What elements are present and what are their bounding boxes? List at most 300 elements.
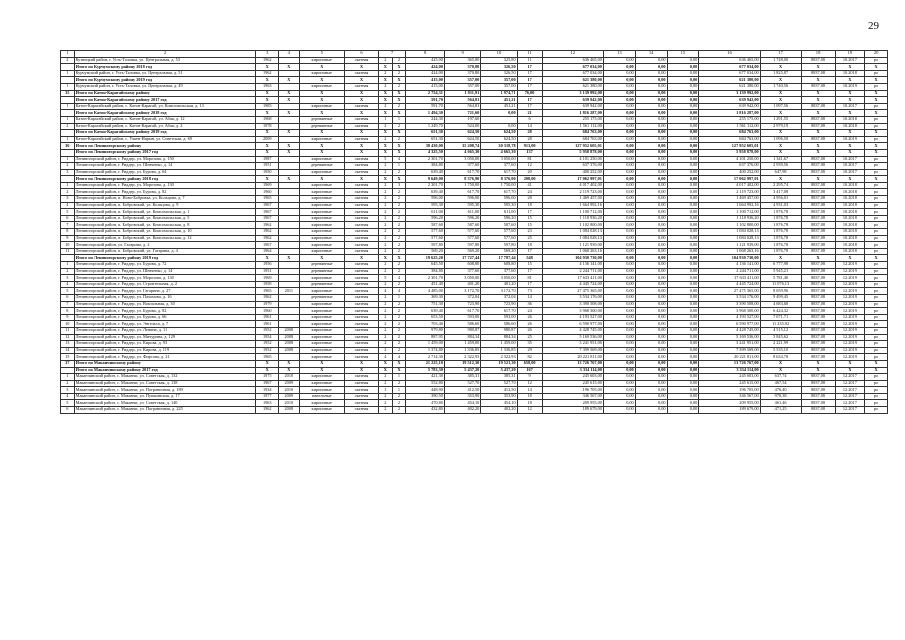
- address-cell: Лениногорский район, г. Риддер, ул. Ленина, д. 11: [74, 327, 256, 334]
- table-cell: Х: [379, 77, 393, 84]
- table-cell: 38 430,00: [406, 143, 445, 150]
- table-cell: 2008: [279, 407, 299, 414]
- table-cell: [61, 255, 75, 262]
- table-cell: 17 633 411,00: [542, 275, 603, 282]
- table-cell: 1 561 112,00: [699, 123, 760, 130]
- table-cell: 0,00: [603, 341, 635, 348]
- table-cell: 1969: [256, 275, 279, 282]
- table-cell: Х: [392, 110, 406, 117]
- table-cell: 4: [392, 354, 406, 361]
- table-cell: 1 102 800,00: [699, 222, 760, 229]
- table-cell: 7: [61, 301, 75, 308]
- table-cell: [279, 248, 299, 255]
- table-cell: Х: [865, 176, 888, 183]
- table-cell: 2 939,56: [760, 163, 801, 170]
- table-cell: 10.2018: [835, 189, 865, 196]
- table-cell: скатная: [344, 235, 378, 242]
- table-row: [61, 136, 888, 143]
- table-row: [61, 222, 888, 229]
- table-cell: 5: [379, 275, 393, 282]
- address-cell: Лениногорский район, г. Риддер, ул. Бурова, д. 72: [74, 262, 256, 269]
- table-cell: [481, 116, 517, 123]
- table-cell: кирпичные: [299, 327, 344, 334]
- table-cell: 3: [392, 182, 406, 189]
- table-cell: кирпичные: [299, 334, 344, 341]
- table-cell: 1967: [256, 242, 279, 249]
- table-cell: 8837,08: [801, 347, 835, 354]
- table-cell: 0,00: [667, 242, 699, 249]
- table-cell: 12.2019: [835, 341, 865, 348]
- table-cell: 0,00: [603, 380, 635, 387]
- table-cell: 384,80: [406, 163, 445, 170]
- table-cell: 0,00: [635, 314, 667, 321]
- table-cell: 2: [392, 407, 406, 414]
- table-cell: 12: [517, 380, 542, 387]
- table-cell: скатная: [344, 400, 378, 407]
- table-cell: 8837,08: [801, 136, 835, 143]
- table-cell: 12.2019: [835, 288, 865, 295]
- table-cell: Х: [299, 360, 344, 367]
- table-cell: Х: [344, 110, 378, 117]
- table-cell: [61, 77, 75, 84]
- table-cell: Х: [392, 143, 406, 150]
- table-cell: 9: [61, 235, 75, 242]
- table-cell: скатная: [344, 294, 378, 301]
- address-cell: Лениногорский район, г. Риддер, ул. Кирова, д. 93: [74, 341, 256, 348]
- table-cell: 2: [379, 215, 393, 222]
- table-cell: кирпичные: [299, 380, 344, 387]
- table-cell: 10.2018: [835, 235, 865, 242]
- table-cell: 18: [517, 242, 542, 249]
- table-cell: 1975: [256, 374, 279, 381]
- table-cell: 1 664 992,16: [542, 202, 603, 209]
- table-cell: панельные: [299, 393, 344, 400]
- table-cell: 0,00: [667, 90, 699, 97]
- table-cell: 245 615,00: [699, 380, 760, 387]
- table-cell: 27 475 365,00: [699, 288, 760, 295]
- table-cell: 0,00: [603, 334, 635, 341]
- table-cell: 5 535,10: [760, 347, 801, 354]
- column-number-cell: 14: [635, 51, 667, 58]
- table-cell: 0,00: [667, 209, 699, 216]
- table-cell: скатная: [344, 156, 378, 163]
- table-cell: ро: [865, 400, 888, 407]
- table-cell: 17 727,44: [444, 255, 480, 262]
- table-cell: 4: [61, 393, 75, 400]
- address-cell: Лениногорский район, г. Риддер, ул. Мичурина, д. 129: [74, 334, 256, 341]
- table-cell: 8837,08: [801, 189, 835, 196]
- table-cell: скатная: [344, 189, 378, 196]
- table-cell: 421,30: [406, 374, 445, 381]
- address-cell: Лениногорский район, г. Риддер, ул. Кирова, д. 119: [74, 347, 256, 354]
- table-cell: 1 100 712,00: [699, 209, 760, 216]
- table-cell: 2: [379, 407, 393, 414]
- table-cell: 0,00: [667, 268, 699, 275]
- table-cell: 17 062 997,01: [699, 176, 760, 183]
- table-cell: 596,00: [444, 196, 480, 203]
- table-cell: [279, 169, 299, 176]
- table-cell: 377,60: [444, 268, 480, 275]
- table-cell: 9 649,00: [406, 176, 445, 183]
- table-cell: 1967: [256, 209, 279, 216]
- table-cell: 0,00: [667, 262, 699, 269]
- table-cell: Х: [299, 176, 344, 183]
- table-cell: кирпичные: [299, 222, 344, 229]
- table-cell: 684 763,00: [542, 130, 603, 137]
- table-cell: 684 763,00: [699, 130, 760, 137]
- table-cell: 658,00: [517, 360, 542, 367]
- table-row: [61, 301, 888, 308]
- table-cell: 0,00: [667, 347, 699, 354]
- table-cell: Х: [835, 64, 865, 71]
- table-cell: Х: [835, 90, 865, 97]
- table-cell: скатная: [344, 354, 378, 361]
- table-cell: 1: [61, 374, 75, 381]
- table-cell: 0,00: [635, 255, 667, 262]
- table-cell: 12.2017: [835, 407, 865, 414]
- table-row: [61, 354, 888, 361]
- table-cell: 621 380,00: [542, 83, 603, 90]
- table-cell: 0,00: [635, 262, 667, 269]
- table-cell: скатная: [344, 136, 378, 143]
- table-cell: 0,00: [667, 176, 699, 183]
- table-cell: Х: [299, 97, 344, 104]
- table-cell: 2: [379, 393, 393, 400]
- table-cell: ро: [865, 202, 888, 209]
- table-cell: [279, 242, 299, 249]
- table-cell: 4 101 250,00: [542, 156, 603, 163]
- table-cell: 14: [517, 387, 542, 394]
- table-cell: 1968: [256, 116, 279, 123]
- table-cell: 0,00: [667, 341, 699, 348]
- table-cell: 621 380,00: [699, 83, 760, 90]
- table-cell: 401,20: [481, 281, 517, 288]
- table-row: [61, 374, 888, 381]
- table-cell: 3 417,08: [760, 189, 801, 196]
- table-cell: 12.2019: [835, 268, 865, 275]
- table-cell: 9: [517, 374, 542, 381]
- table-cell: 451,21: [481, 97, 517, 104]
- address-cell: Маканчинский район, с. Маканчи, ул. Советская, д. 138: [74, 380, 256, 387]
- table-cell: 73: [517, 288, 542, 295]
- table-cell: Х: [801, 90, 835, 97]
- table-cell: Х: [760, 143, 801, 150]
- table-cell: 2: [392, 321, 406, 328]
- table-cell: 0,00: [603, 360, 635, 367]
- table-cell: 0,00: [635, 97, 667, 104]
- table-cell: 2: [392, 327, 406, 334]
- table-cell: 8837,08: [801, 169, 835, 176]
- table-cell: скатная: [344, 163, 378, 170]
- table-cell: Х: [801, 110, 835, 117]
- table-cell: 370,80: [444, 70, 480, 77]
- column-number-row: [61, 51, 888, 58]
- table-cell: 14: [517, 123, 542, 130]
- table-cell: 9 499,45: [760, 294, 801, 301]
- table-cell: 24: [517, 189, 542, 196]
- table-cell: 0,00: [603, 321, 635, 328]
- table-cell: Х: [760, 130, 801, 137]
- table-cell: 4 136 141,00: [542, 262, 603, 269]
- table-cell: кирпичные: [299, 229, 344, 236]
- table-cell: 2008: [279, 334, 299, 341]
- table-cell: 1 561 112,00: [542, 123, 603, 130]
- subtotal-row: [61, 77, 888, 84]
- table-cell: 1951: [256, 163, 279, 170]
- table-cell: 255 175,00: [542, 116, 603, 123]
- table-cell: 597,80: [444, 242, 480, 249]
- address-cell: Лениногорский район, г. Риддер, ул. Морозова, д. 150: [74, 156, 256, 163]
- table-cell: 1 096,50: [760, 136, 801, 143]
- table-cell: 1 118 936,20: [699, 215, 760, 222]
- table-cell: 19 625,20: [406, 255, 445, 262]
- table-cell: Х: [392, 64, 406, 71]
- table-cell: 325,80: [481, 57, 517, 64]
- table-cell: [279, 281, 299, 288]
- address-cell: Итого по Катон-Карагайскому району: [74, 90, 256, 97]
- table-cell: 0,00: [635, 77, 667, 84]
- table-cell: кирпичные: [299, 354, 344, 361]
- table-cell: 2: [379, 374, 393, 381]
- table-cell: 0,00: [603, 97, 635, 104]
- table-cell: 2: [392, 242, 406, 249]
- table-cell: 3 390 508,00: [699, 301, 760, 308]
- table-cell: 2: [379, 308, 393, 315]
- table-cell: Х: [835, 77, 865, 84]
- table-cell: 2: [392, 308, 406, 315]
- table-cell: 2: [61, 189, 75, 196]
- table-cell: скатная: [344, 116, 378, 123]
- table-cell: 20: [517, 169, 542, 176]
- subtotal-row: [61, 64, 888, 71]
- table-cell: 1987: [256, 156, 279, 163]
- table-cell: [279, 262, 299, 269]
- table-cell: [61, 97, 75, 104]
- table-cell: [279, 354, 299, 361]
- column-number-cell: 12: [542, 51, 603, 58]
- table-cell: Х: [279, 110, 299, 117]
- table-row: [61, 321, 888, 328]
- table-cell: 1: [61, 156, 75, 163]
- table-cell: 1958: [256, 281, 279, 288]
- table-cell: 624,50: [444, 136, 480, 143]
- table-cell: 370,80: [444, 64, 480, 71]
- table-cell: 2 754,31: [406, 90, 445, 97]
- table-cell: 1: [61, 262, 75, 269]
- table-cell: 10.2017: [835, 57, 865, 64]
- table-cell: Х: [279, 90, 299, 97]
- table-cell: скатная: [344, 262, 378, 269]
- table-cell: 587,60: [406, 222, 445, 229]
- table-cell: 0,00: [635, 347, 667, 354]
- address-cell: Лениногорский район, п. Бобровский, ул. Комсомольская, д. 10: [74, 229, 256, 236]
- table-cell: Х: [392, 90, 406, 97]
- table-cell: 0,00: [603, 407, 635, 414]
- table-cell: 17 787,44: [481, 255, 517, 262]
- table-cell: 2: [379, 229, 393, 236]
- address-cell: Лениногорский район, г. Риддер, ул. Энгельса, д. 7: [74, 321, 256, 328]
- table-cell: 26: [517, 321, 542, 328]
- table-cell: 12: [517, 407, 542, 414]
- table-cell: Х: [344, 64, 378, 71]
- table-cell: 3 050,00: [481, 156, 517, 163]
- table-cell: 0,00: [667, 123, 699, 130]
- table-cell: 401,20: [444, 281, 480, 288]
- subtotal-row: [61, 367, 888, 374]
- table-cell: 11 076,13: [760, 281, 801, 288]
- table-cell: 8837,08: [801, 321, 835, 328]
- table-cell: 17: [517, 268, 542, 275]
- table-cell: 25: [517, 334, 542, 341]
- table-cell: 3 968 300,00: [699, 308, 760, 315]
- table-cell: Х: [801, 367, 835, 374]
- table-cell: 2: [392, 169, 406, 176]
- table-cell: 596,00: [481, 196, 517, 203]
- table-cell: 2: [392, 314, 406, 321]
- table-cell: 2: [392, 57, 406, 64]
- table-cell: 0,00: [603, 301, 635, 308]
- table-cell: 8 376,90: [444, 176, 480, 183]
- table-cell: Х: [801, 77, 835, 84]
- column-number-cell: 15: [667, 51, 699, 58]
- table-cell: Х: [801, 97, 835, 104]
- table-cell: 2: [379, 301, 393, 308]
- table-row: [61, 275, 888, 282]
- table-cell: 0,00: [635, 176, 667, 183]
- table-cell: 524,00: [444, 123, 480, 130]
- table-cell: скатная: [344, 103, 378, 110]
- table-cell: 0,00: [635, 163, 667, 170]
- table-cell: 4: [61, 281, 75, 288]
- table-cell: 21: [517, 110, 542, 117]
- table-cell: 17: [517, 97, 542, 104]
- table-cell: 10.2017: [835, 169, 865, 176]
- table-cell: скатная: [344, 380, 378, 387]
- table-cell: 385,31: [481, 374, 517, 381]
- table-cell: 2: [392, 123, 406, 130]
- table-cell: 12.2017: [835, 393, 865, 400]
- table-cell: 587,60: [444, 222, 480, 229]
- table-cell: 196 705,00: [542, 387, 603, 394]
- address-cell: Лениногорский район, г. Риддер, ул. Гагарина, д. 27: [74, 288, 256, 295]
- table-cell: Х: [392, 367, 406, 374]
- table-cell: Х: [256, 360, 279, 367]
- table-cell: 9: [61, 314, 75, 321]
- table-cell: 4 017 402,00: [542, 182, 603, 189]
- table-cell: 569,20: [481, 248, 517, 255]
- table-cell: 0,00: [667, 360, 699, 367]
- table-cell: 596,20: [444, 215, 480, 222]
- table-cell: 684 763,00: [542, 136, 603, 143]
- table-cell: 11: [517, 57, 542, 64]
- table-cell: 684 763,00: [699, 136, 760, 143]
- table-cell: [279, 163, 299, 170]
- table-cell: 527,70: [444, 380, 480, 387]
- table-cell: 1: [379, 387, 393, 394]
- table-cell: 12.2019: [835, 275, 865, 282]
- table-cell: 377,60: [481, 268, 517, 275]
- table-cell: 1951: [256, 268, 279, 275]
- column-number-cell: 1: [61, 51, 75, 58]
- table-cell: 0,00: [667, 387, 699, 394]
- table-cell: 1 876,78: [760, 209, 801, 216]
- table-cell: 0,00: [667, 294, 699, 301]
- table-cell: 1962: [256, 229, 279, 236]
- table-cell: 167: [517, 367, 542, 374]
- table-cell: Х: [392, 176, 406, 183]
- table-cell: 2: [379, 70, 393, 77]
- table-cell: 10.2018: [835, 70, 865, 77]
- table-cell: 4 445 724,00: [699, 281, 760, 288]
- table-cell: 1: [61, 116, 75, 123]
- table-cell: 0,00: [603, 327, 635, 334]
- table-cell: 1 664 992,16: [699, 202, 760, 209]
- table-cell: 244,30: [406, 116, 445, 123]
- table-cell: Х: [299, 367, 344, 374]
- table-cell: 0,00: [603, 374, 635, 381]
- table-cell: 2: [379, 400, 393, 407]
- table-cell: Х: [392, 77, 406, 84]
- table-body: [61, 51, 888, 414]
- table-cell: 6 590 977,00: [699, 321, 760, 328]
- table-cell: 0,00: [667, 314, 699, 321]
- table-cell: 1 750,00: [481, 182, 517, 189]
- table-cell: 0,00: [635, 400, 667, 407]
- table-cell: Х: [344, 77, 378, 84]
- table-cell: [279, 103, 299, 110]
- table-cell: 1 876,78: [760, 222, 801, 229]
- table-cell: 1 121 939,00: [542, 242, 603, 249]
- page-number: 29: [868, 20, 879, 32]
- table-row: [61, 327, 888, 334]
- table-cell: 13 726 767,00: [699, 360, 760, 367]
- table-cell: 6: [517, 116, 542, 123]
- table-cell: Х: [379, 360, 393, 367]
- table-cell: 2: [379, 281, 393, 288]
- table-cell: 1: [61, 70, 75, 77]
- table-cell: 28: [517, 196, 542, 203]
- table-cell: деревянные: [299, 116, 344, 123]
- table-cell: 365,80: [444, 57, 480, 64]
- table-cell: 0,00: [635, 387, 667, 394]
- table-cell: Х: [344, 90, 378, 97]
- table-cell: 17: [517, 209, 542, 216]
- table-cell: Х: [344, 149, 378, 156]
- table-cell: 10: [61, 321, 75, 328]
- table-cell: 1 084 028,13: [699, 229, 760, 236]
- table-cell: 461,46: [760, 400, 801, 407]
- table-cell: скатная: [344, 387, 378, 394]
- table-cell: 639,40: [406, 308, 445, 315]
- table-cell: 1962: [256, 235, 279, 242]
- table-cell: Х: [760, 90, 801, 97]
- table-cell: 1 459,00: [444, 341, 480, 348]
- table-cell: 10.2018: [835, 215, 865, 222]
- table-cell: 0,00: [667, 367, 699, 374]
- table-row: [61, 262, 888, 269]
- table-cell: 2: [379, 235, 393, 242]
- table-cell: 0,00: [635, 64, 667, 71]
- table-cell: деревянные: [299, 262, 344, 269]
- table-cell: 4 931,03: [760, 202, 801, 209]
- table-cell: 884,34: [481, 334, 517, 341]
- table-cell: 2: [379, 182, 393, 189]
- table-cell: 0,00: [481, 110, 517, 117]
- table-cell: 2: [392, 347, 406, 354]
- table-cell: 425,00: [406, 57, 445, 64]
- table-cell: 0,00: [667, 77, 699, 84]
- address-cell: Лениногорский район, г. Риддер, ул. Бурова, д. 64: [74, 169, 256, 176]
